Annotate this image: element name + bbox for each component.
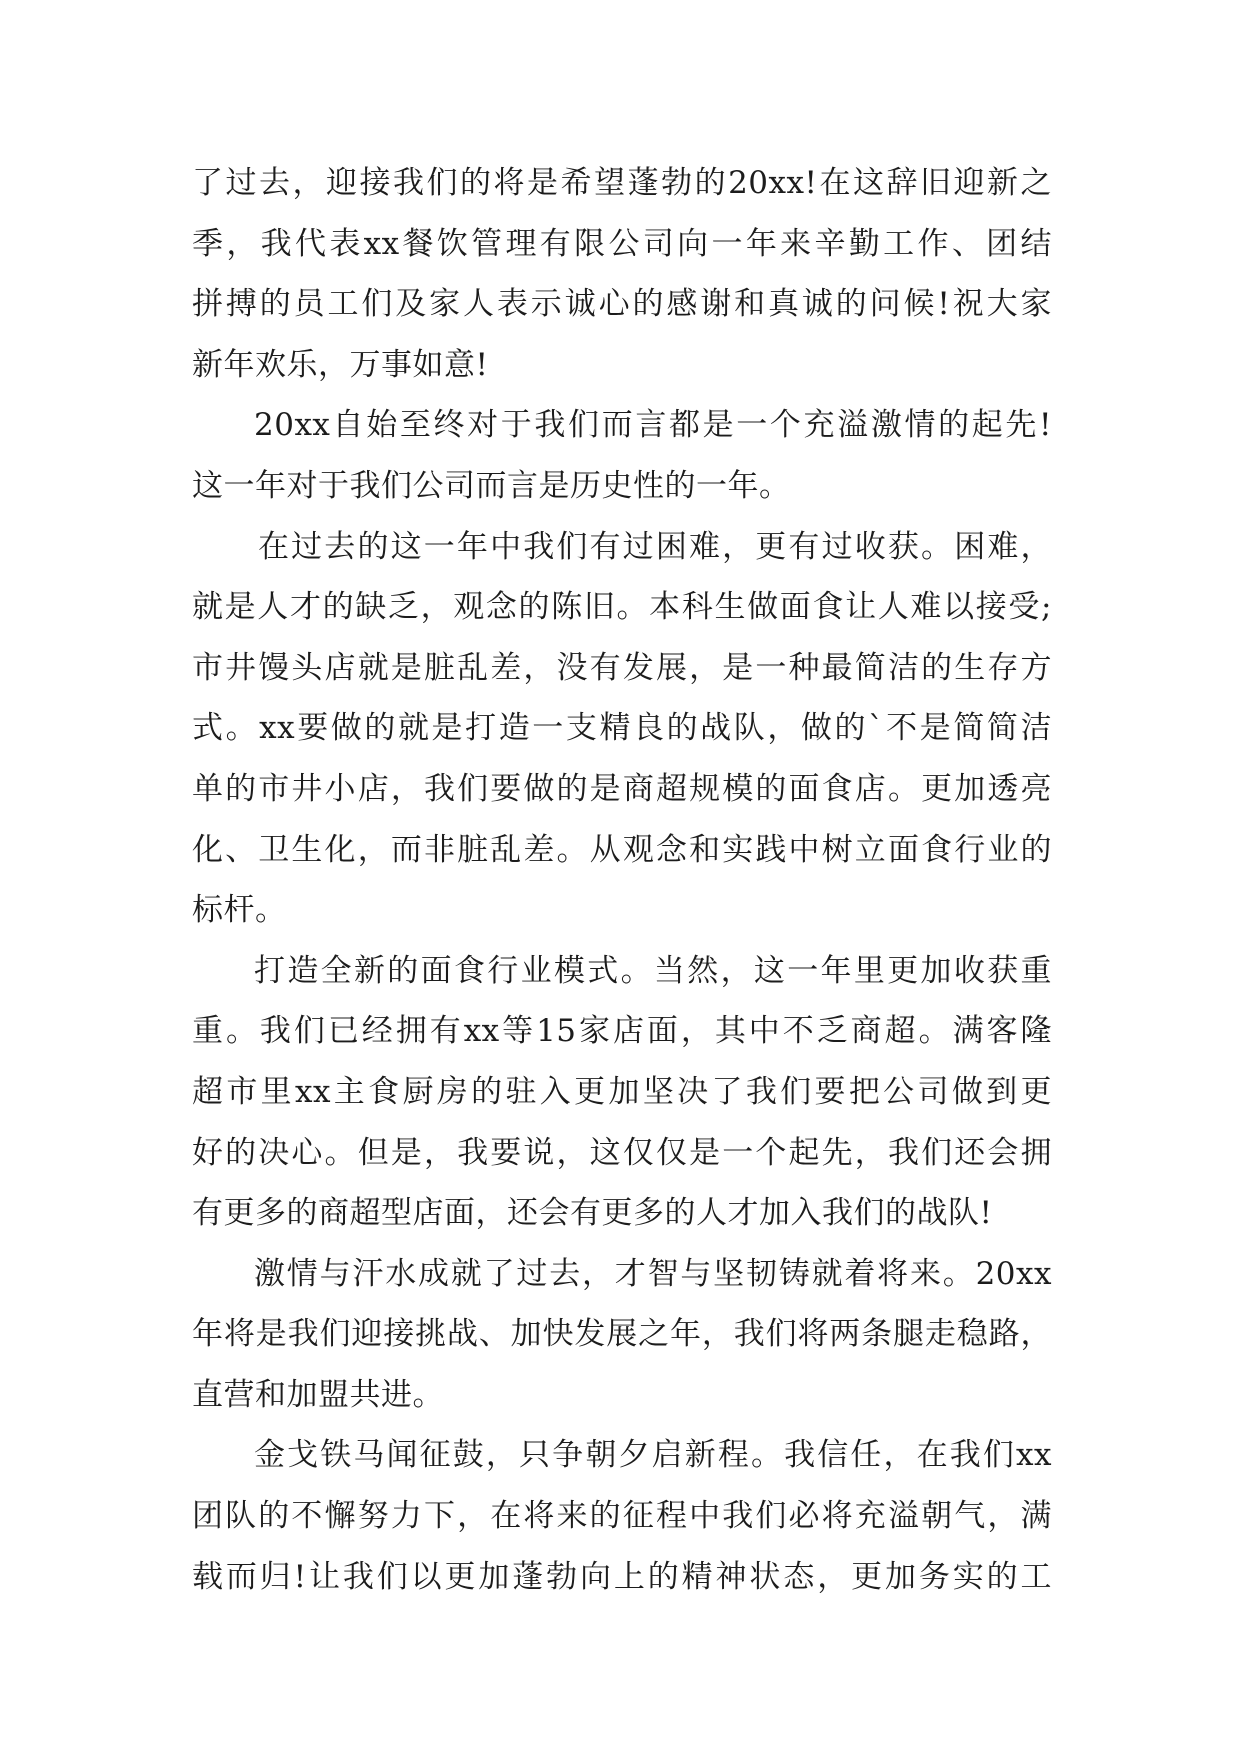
text-line: 单的市井小店，我们要做的是商超规模的面食店。更加透亮 bbox=[192, 770, 1052, 807]
text-line: 拼搏的员工们及家人表示诚心的感谢和真诚的问候!祝大家 bbox=[192, 286, 1052, 323]
text-line: 直营和加盟共进。 bbox=[192, 1376, 444, 1413]
text-line: 季，我代表xx餐饮管理有限公司向一年来辛勤工作、团结 bbox=[192, 225, 1052, 262]
text-line: 就是人才的缺乏，观念的陈旧。本科生做面食让人难以接受; bbox=[192, 589, 1052, 626]
text-line: 打造全新的面食行业模式。当然，这一年里更加收获重 bbox=[254, 952, 1052, 989]
text-line: 式。xx要做的就是打造一支精良的战队，做的`不是简简洁 bbox=[192, 710, 1052, 747]
text-line: 了过去，迎接我们的将是希望蓬勃的20xx!在这辞旧迎新之 bbox=[192, 165, 1052, 201]
text-line: 这一年对于我们公司而言是历史性的一年。 bbox=[192, 467, 791, 504]
body-text bbox=[192, 153, 1052, 1607]
text-line: 有更多的商超型店面，还会有更多的人才加入我们的战队! bbox=[192, 1195, 993, 1232]
text-line: 团队的不懈努力下，在将来的征程中我们必将充溢朝气，满 bbox=[192, 1498, 1052, 1535]
text-line: 新年欢乐，万事如意! bbox=[192, 346, 489, 383]
text-line: 重。我们已经拥有xx等15家店面，其中不乏商超。满客隆 bbox=[192, 1013, 1052, 1050]
text-line: 载而归!让我们以更加蓬勃向上的精神状态，更加务实的工 bbox=[192, 1558, 1052, 1595]
text-line: 金戈铁马闻征鼓，只争朝夕启新程。我信任，在我们xx bbox=[254, 1437, 1052, 1474]
text-line: 在过去的这一年中我们有过困难，更有过收获。困难， bbox=[258, 528, 1052, 565]
text-line: 标杆。 bbox=[192, 892, 287, 929]
text-line: 年将是我们迎接挑战、加快发展之年，我们将两条腿走稳路， bbox=[192, 1316, 1052, 1353]
text-line: 好的决心。但是，我要说，这仅仅是一个起先，我们还会拥 bbox=[192, 1134, 1052, 1171]
text-line: 市井馒头店就是脏乱差，没有发展，是一种最简洁的生存方 bbox=[192, 649, 1052, 686]
text-line: 20xx自始至终对于我们而言都是一个充溢激情的起先! bbox=[254, 407, 1052, 444]
text-line: 激情与汗水成就了过去，才智与坚韧铸就着将来。20xx bbox=[254, 1255, 1052, 1292]
text-line: 超市里xx主食厨房的驻入更加坚决了我们要把公司做到更 bbox=[192, 1073, 1052, 1110]
text-line: 化、卫生化，而非脏乱差。从观念和实践中树立面食行业的 bbox=[192, 831, 1052, 868]
